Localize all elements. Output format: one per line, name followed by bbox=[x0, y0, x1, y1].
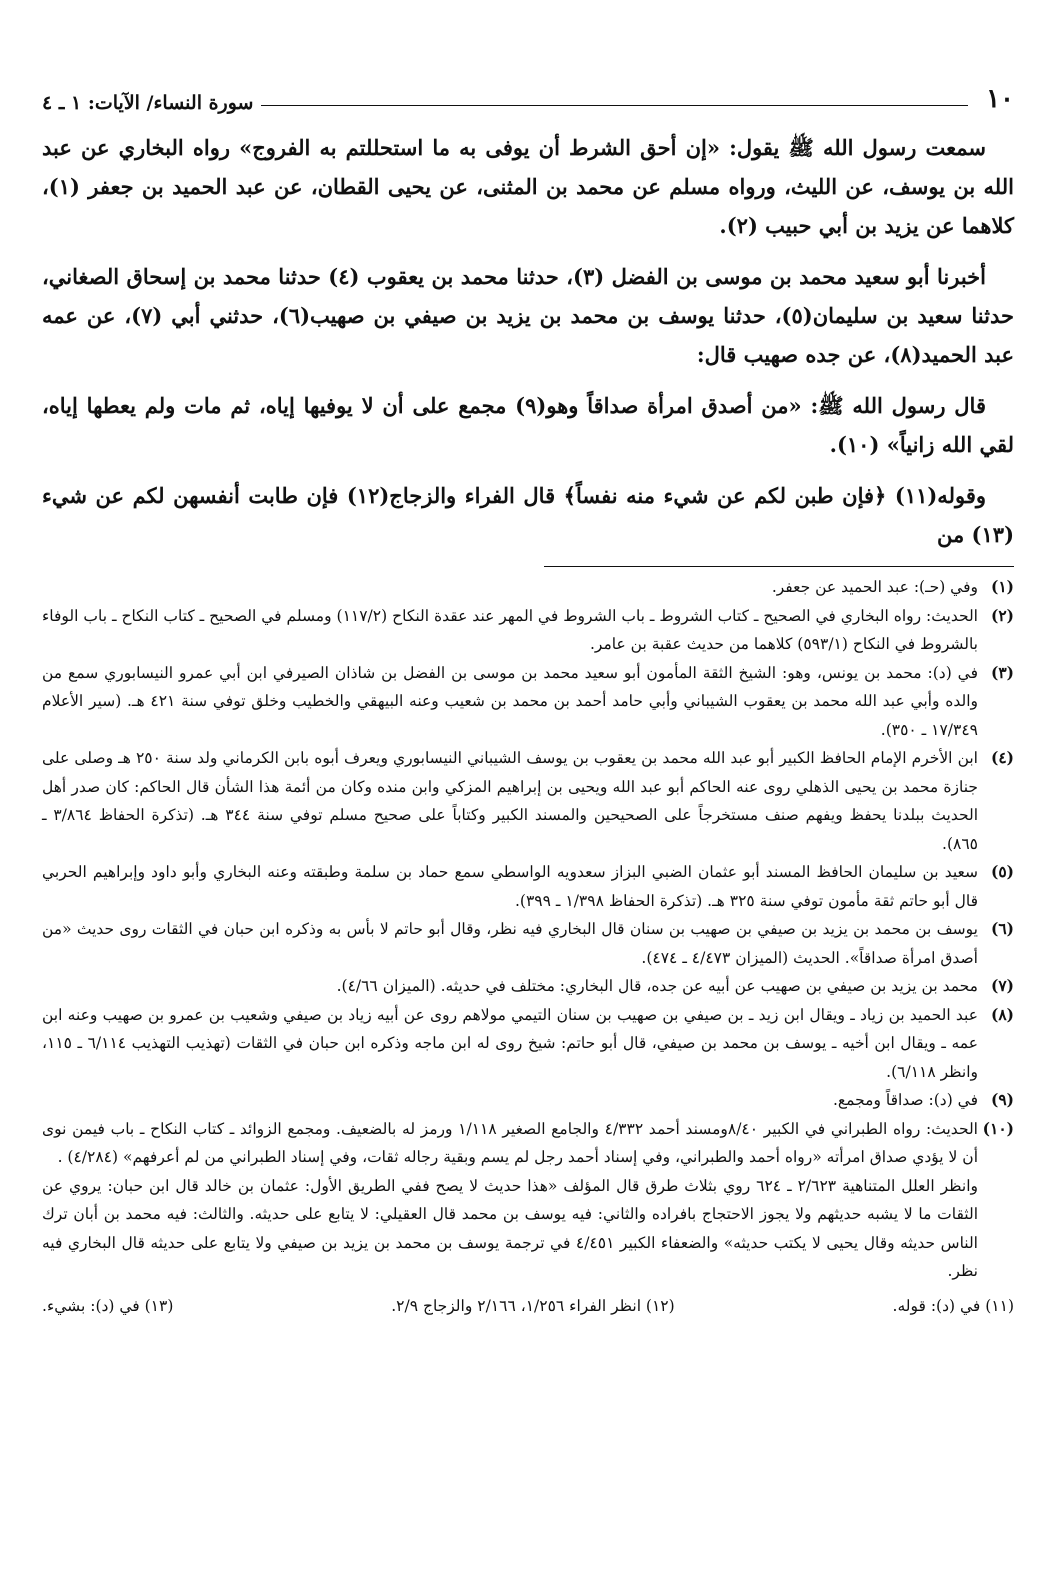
footnote-number: (٥) bbox=[990, 862, 1014, 881]
paragraph: أخبرنا أبو سعيد محمد بن موسى بن الفضل (٣)، حدثنا محمد بن يعقوب (٤) حدثنا محمد بن إسحاق الصغاني، حدثنا سعيد بن سليمان(٥)، حدثنا يوسف بن محمد بن يزيد بن صيفي بن صهيب(٦)، حدثني أبي (٧)، عن عمه عبد الحميد(٨)، عن جده صهيب قال: bbox=[42, 264, 1014, 367]
footnote-separator bbox=[544, 566, 1014, 567]
running-title: سورة النساء/ الآيات: ١ ـ ٤ bbox=[42, 92, 254, 114]
page-number: ١٠ bbox=[986, 84, 1014, 114]
footnote-text: وفي (حـ): عبد الحميد عن جعفر. bbox=[771, 578, 978, 596]
footnote-13: (١٣) في (د): بشيء. bbox=[42, 1296, 174, 1315]
footnote-number: (٩) bbox=[990, 1090, 1014, 1109]
footnote-text: عبد الحميد بن زياد ـ ويقال ابن زيد ـ بن صيفي بن صهيب بن سنان التيمي مولاهم روى عن أبيه زياد بن صيفي وشعيب بن عمرو بن صهيب وعنه ابن عمه ـ ويقال ابن أخيه ـ يوسف بن محمد بن صيفي، قال أبو حاتم: شيخ روى له ابن ماجه وذكره ابن حبان في الثقات (تهذيب التهذيب ٦/١١٤ ـ ١١٥، وانظر ٦/١١٨). bbox=[42, 1005, 978, 1081]
footnote-text: الحديث: رواه البخاري في الصحيح ـ كتاب الشروط ـ باب الشروط في المهر عند عقدة النكاح (١١٧/٢) ومسلم في الصحيح ـ كتاب النكاح ـ باب الوفاء بالشروط في النكاح (٥٩٣/١) كلاهما من حديث عقبة بن عامر. bbox=[42, 606, 978, 653]
footnote bbox=[42, 915, 1014, 972]
footnote bbox=[42, 1001, 1014, 1087]
footnote-12: (١٢) انظر الفراء ١/٢٥٦، ٢/١٦٦ والزجاج ٢/٩. bbox=[391, 1296, 675, 1315]
header-rule bbox=[261, 105, 968, 106]
footnote-11: (١١) في (د): قوله. bbox=[892, 1296, 1014, 1315]
footnote-number: (٣) bbox=[990, 662, 1014, 682]
footnote-text: الحديث: رواه الطبراني في الكبير ٨/٤٠ومسند أحمد ٤/٣٣٢ والجامع الصغير ١/١١٨ ورمز له بالضعيف. ومجمع الزوائد ـ كتاب النكاح ـ باب فيمن نوى أن لا يؤدي صداق امرأته «رواه أحمد والطبراني، وفي إسناد أحمد رجل لم يسم وبقية رجاله ثقات، وفي إسناد الطبراني من لم أعرفهم» (٤/٢٨٤) . bbox=[42, 1119, 978, 1166]
footnote bbox=[42, 602, 1014, 659]
footnote bbox=[42, 744, 1014, 858]
footnote bbox=[42, 1086, 1014, 1115]
footnote bbox=[42, 573, 1014, 602]
footnote-row bbox=[42, 1292, 1014, 1321]
paragraph: قال رسول الله ﷺ: «من أصدق امرأة صداقاً وهو(٩) مجمع على أن لا يوفيها إياه، ثم مات ولم يعطها إياه، لقي الله زانياً» (١٠). bbox=[42, 393, 1014, 457]
footnote-text: يوسف بن محمد بن يزيد بن صيفي بن صهيب بن سنان قال البخاري فيه نظر، وقال أبو حاتم لا بأس به وذكره ابن حبان في الثقات روى حديث «من أصدق امرأة صداقاً». الحديث (الميزان ٤/٤٧٣ ـ ٤٧٤). bbox=[42, 920, 978, 967]
paragraph: وقوله(١١) ﴿فإن طبن لكم عن شيء منه نفساً﴾ قال الفراء والزجاج(١٢) فإن طابت أنفسهن لكم عن شيء (١٣) من bbox=[42, 483, 1014, 547]
footnote-text: في (د): صداقاً ومجمع. bbox=[833, 1091, 978, 1109]
footnote-number: (١٠) bbox=[982, 1118, 1014, 1138]
footnote-number: (٢) bbox=[990, 605, 1014, 625]
footnote-number: (١) bbox=[990, 577, 1014, 596]
footnote-text: سعيد بن سليمان الحافظ المسند أبو عثمان الضبي البزاز سعدويه الواسطي سمع حماد بن سلمة وطبقته وعنه البخاري وأبو داود وإبراهيم الحربي قال أبو حاتم ثقة مأمون توفي سنة ٣٢٥ هـ. (تذكرة الحفاظ ١/٣٩٨ ـ ٣٩٩). bbox=[42, 863, 978, 910]
footnote bbox=[42, 972, 1014, 1001]
footnote-number: (٨) bbox=[990, 1004, 1014, 1024]
footnote-continuation: وانظر العلل المتناهية ٢/٦٢٣ ـ ٦٢٤ روي بثلاث طرق قال المؤلف «هذا حديث لا يصح ففي الطريق الأول: عثمان بن خالد قال ابن حبان: يروي عن الثقات ما لا يشبه حديثهم ولا يجوز الاحتجاج بافراده والثاني: فيه يوسف بن محمد قال العقيلي: لا يتابع على حديثه. والثالث: فيه محمد بن أبان ترك الناس حديثه وقال يحيى لا يكتب حديثه» والضعفاء الكبير ٤/٤٥١ في ترجمة يوسف بن محمد بن يزيد بن صيفي ولا يتابع على حديثه قال البخاري فيه نظر. bbox=[42, 1176, 978, 1280]
book-page bbox=[42, 78, 1014, 1568]
footnote-number: (٤) bbox=[990, 748, 1014, 767]
footnote-text: محمد بن يزيد بن صيفي بن صهيب عن أبيه عن جده، قال البخاري: مختلف في حديثه. (الميزان ٤/٦٦). bbox=[336, 977, 978, 995]
footnote bbox=[42, 659, 1014, 745]
footnote-text: ابن الأخرم الإمام الحافظ الكبير أبو عبد الله محمد بن يعقوب بن يوسف الشيباني النيسابوري ويعرف أبوه بابن الكرماني ولد سنة ٢٥٠ هـ وصلى على جنازة محمد بن يحيى الذهلي روى عنه الحاكم أبو عبد الله ويحيى بن إبراهيم المزكي وابن منده وكان من أئمة هذا الشأن قال الحاكم: كان صدر أهل الحديث ببلدنا يحفظ ويفهم صنف مستخرجاً على الصحيحين والمسند الكبير وكتاباً على صحيح مسلم توفي سنة ٣٤٤ هـ. (تذكرة الحفاظ ٣/٨٦٤ ـ ٨٦٥). bbox=[42, 749, 978, 853]
footnote-number: (٦) bbox=[990, 919, 1014, 938]
running-header bbox=[42, 78, 1014, 114]
footnote bbox=[42, 858, 1014, 915]
footnotes bbox=[42, 573, 1014, 1320]
footnote-text: في (د): محمد بن يونس، وهو: الشيخ الثقة المأمون أبو سعيد محمد بن موسى بن الفضل بن شاذان الصيرفي ابن أبي عمرو النيسابوري سمع من والده وأبي عبد الله محمد بن يعقوب الشيباني وأبي حامد أحمد بن محمد بن شعيب وعنه البيهقي والخطيب وخلق توفي سنة ٤٢١ هـ. (سير الأعلام ١٧/٣٤٩ ـ ٣٥٠). bbox=[42, 663, 978, 739]
paragraph: سمعت رسول الله ﷺ يقول: «إن أحق الشرط أن يوفى به ما استحللتم به الفروج» رواه البخاري عن عبد الله بن يوسف، عن الليث، ورواه مسلم عن محمد بن المثنى، عن يحيى القطان، عن عبد الحميد بن جعفر (١)، كلاهما عن يزيد بن أبي حبيب (٢). bbox=[42, 135, 1014, 238]
footnote bbox=[42, 1115, 1014, 1172]
footnote-number: (٧) bbox=[990, 976, 1014, 995]
main-text bbox=[42, 128, 1014, 554]
